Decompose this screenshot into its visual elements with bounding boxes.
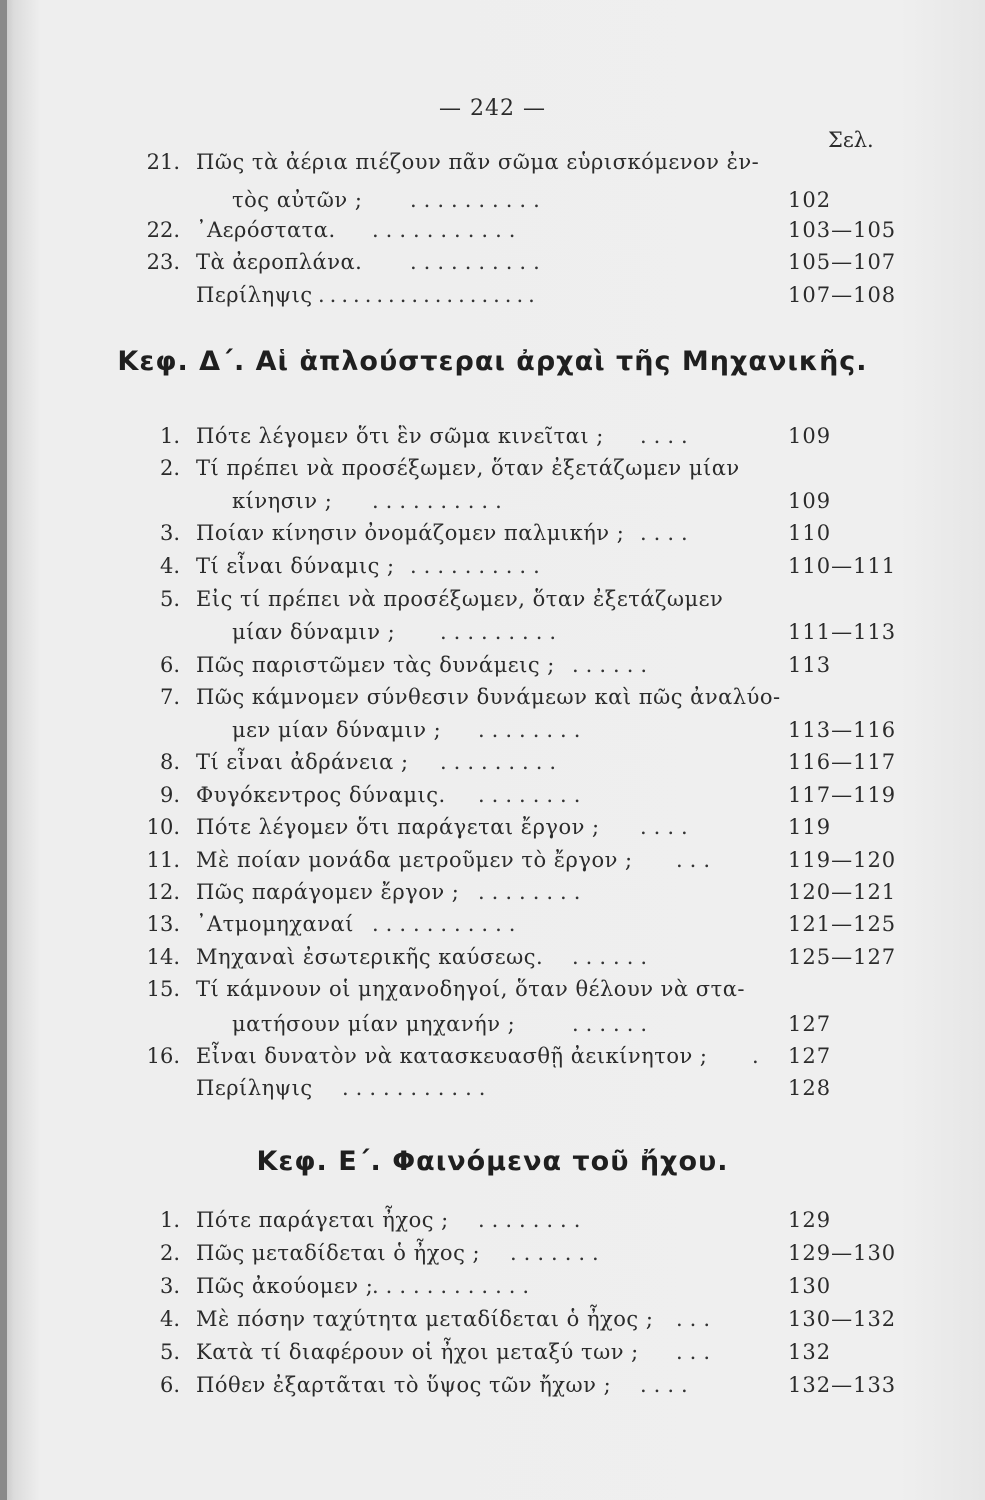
entry-title: ᾿Ατμομηχαναί <box>196 912 354 936</box>
entry-pages: 120—121 <box>788 880 897 904</box>
entry-number: 10. <box>146 815 180 839</box>
entry-title: Εἰς τί πρέπει νὰ προσέξωμεν, ὅταν ἐξετάζωμεν <box>196 587 724 611</box>
toc-entry-d-summary <box>0 1072 985 1104</box>
leader-dots: .... <box>640 521 695 545</box>
toc-entry-d9 <box>0 779 985 811</box>
entry-number: 9. <box>159 783 180 807</box>
entry-number: 7. <box>159 685 180 709</box>
entry-title: Περίληψις <box>196 1076 313 1100</box>
leader-dots: ........ <box>478 1208 588 1232</box>
leader-dots: ... <box>676 1340 718 1364</box>
toc-entry-22 <box>0 214 985 246</box>
leader-dots: ........... <box>372 912 523 936</box>
entry-number: 2. <box>159 1241 180 1265</box>
entry-pages: 132 <box>788 1340 832 1364</box>
entry-pages: 110 <box>788 521 832 545</box>
page-number: — 242 — <box>439 96 546 121</box>
page-column-label: Σελ. <box>828 128 874 152</box>
toc-entry-d6 <box>0 649 985 681</box>
entry-pages: 132—133 <box>788 1373 897 1397</box>
toc-entry-e1 <box>0 1204 985 1236</box>
entry-number: 2. <box>159 456 180 480</box>
entry-title: Πῶς μεταδίδεται ὁ ἦχος ; <box>196 1241 481 1265</box>
entry-number: 5. <box>159 1340 180 1364</box>
entry-number: 1. <box>159 424 180 448</box>
leader-dots: ... <box>676 1307 718 1331</box>
entry-pages: 102 <box>788 188 832 212</box>
entry-pages: 113 <box>788 653 832 677</box>
leader-dots: ... <box>676 848 718 872</box>
entry-number: 5. <box>159 587 180 611</box>
entry-number: 13. <box>146 912 180 936</box>
entry-pages: 127 <box>788 1012 832 1036</box>
toc-entry-d10 <box>0 811 985 843</box>
leader-dots: .......... <box>410 250 547 274</box>
entry-pages: 111—113 <box>788 620 897 644</box>
entry-title: Κατὰ τί διαφέρουν οἱ ἦχοι μεταξύ των ; <box>196 1340 639 1364</box>
entry-title: Μὲ πόσην ταχύτητα μεταδίδεται ὁ ἦχος ; <box>196 1307 654 1331</box>
entry-title: Τί εἶναι δύναμις ; <box>196 554 395 578</box>
toc-entry-d4 <box>0 550 985 582</box>
entry-number: 15. <box>146 977 180 1001</box>
entry-number: 23. <box>146 250 180 274</box>
entry-title-continued: τὸς αὐτῶν ; <box>232 188 363 212</box>
entry-pages: 119 <box>788 815 832 839</box>
entry-title-continued: κίνησιν ; <box>232 489 333 513</box>
toc-entry-d7 <box>0 681 985 713</box>
entry-pages: 116—117 <box>788 750 897 774</box>
toc-entry-d3 <box>0 517 985 549</box>
toc-entry-d8 <box>0 746 985 778</box>
leader-dots: ...... <box>572 945 655 969</box>
entry-title: Ποίαν κίνησιν ὀνομάζομεν παλμικήν ; <box>196 521 625 545</box>
leader-dots: .......... <box>410 188 547 212</box>
leader-dots: ........ <box>478 783 588 807</box>
toc-entry-21 <box>0 146 985 178</box>
toc-entry-e2 <box>0 1237 985 1269</box>
leader-dots: .... <box>640 815 695 839</box>
toc-entry-e3 <box>0 1270 985 1302</box>
entry-pages: 130 <box>788 1274 832 1298</box>
entry-number: 3. <box>159 521 180 545</box>
leader-dots: ............ <box>372 1274 537 1298</box>
toc-entry-d16 <box>0 1040 985 1072</box>
chapter-e-title: Κεφ. Ε΄. Φαινόμενα τοῦ ἤχου. <box>256 1146 729 1177</box>
entry-pages: 129—130 <box>788 1241 897 1265</box>
entry-title: Πόθεν ἐξαρτᾶται τὸ ὕψος τῶν ἤχων ; <box>196 1373 612 1397</box>
toc-entry-d13 <box>0 908 985 940</box>
toc-entry-d15 <box>0 973 985 1005</box>
entry-number: 21. <box>146 150 180 174</box>
entry-title-continued: ματήσουν μίαν μηχανήν ; <box>232 1012 516 1036</box>
entry-title: Πῶς παριστῶμεν τὰς δυνάμεις ; <box>196 653 555 677</box>
entry-title-continued: μεν μίαν δύναμιν ; <box>232 718 442 742</box>
entry-pages: 127 <box>788 1044 832 1068</box>
entry-number: 1. <box>159 1208 180 1232</box>
chapter-d-title: Κεφ. Δ΄. Αἱ ἁπλούστεραι ἀρχαὶ τῆς Μηχανικῆς. <box>117 346 868 377</box>
entry-pages: 109 <box>788 489 832 513</box>
entry-pages: 130—132 <box>788 1307 897 1331</box>
toc-entry-d5-cont <box>0 616 985 648</box>
leader-dots: ........ <box>478 718 588 742</box>
leader-dots: ........... <box>342 1076 493 1100</box>
entry-number: 12. <box>146 880 180 904</box>
toc-entry-d15-cont <box>0 1008 985 1040</box>
entry-title: Τί εἶναι ἀδράνεια ; <box>196 750 409 774</box>
entry-title: Τὰ ἀεροπλάνα. <box>196 250 363 274</box>
leader-dots: .......... <box>410 554 547 578</box>
toc-entry-23 <box>0 246 985 278</box>
entry-pages: 117—119 <box>788 783 897 807</box>
entry-title: Εἶναι δυνατὸν νὰ κατασκευασθῇ ἀεικίνητον ; <box>196 1044 708 1068</box>
leader-dots: .......... <box>372 489 509 513</box>
toc-entry-d2 <box>0 452 985 484</box>
entry-title: Φυγόκεντρος δύναμις. <box>196 783 446 807</box>
toc-entry-d14 <box>0 941 985 973</box>
entry-title: Πότε λέγομεν ὅτι ἓν σῶμα κινεῖται ; <box>196 424 604 448</box>
toc-entry-summary <box>0 279 985 311</box>
entry-title: Πῶς παράγομεν ἔργον ; <box>196 880 460 904</box>
leader-dots: ....... <box>510 1241 606 1265</box>
toc-entry-e5 <box>0 1336 985 1368</box>
entry-title: Τί κάμνουν οἱ μηχανοδηγοί, ὅταν θέλουν νὰ στα- <box>196 977 746 1001</box>
entry-title: Τί πρέπει νὰ προσέξωμεν, ὅταν ἐξετάζωμεν μίαν <box>196 456 740 480</box>
entry-number: 3. <box>159 1274 180 1298</box>
entry-pages: 107—108 <box>788 283 897 307</box>
toc-entry-d7-cont <box>0 714 985 746</box>
toc-entry-d1 <box>0 420 985 452</box>
entry-pages: 129 <box>788 1208 832 1232</box>
entry-title: Πῶς ἀκούομεν ; <box>196 1274 374 1298</box>
entry-title: Πότε λέγομεν ὅτι παράγεται ἔργον ; <box>196 815 600 839</box>
toc-entry-d11 <box>0 844 985 876</box>
leader-dots: ...... <box>572 1012 655 1036</box>
entry-pages: 109 <box>788 424 832 448</box>
entry-pages: 110—111 <box>788 554 897 578</box>
entry-number: 4. <box>159 554 180 578</box>
entry-number: 22. <box>146 218 180 242</box>
leader-dots: ......... <box>440 750 564 774</box>
leader-dots: . <box>752 1044 766 1068</box>
entry-number: 6. <box>159 1373 180 1397</box>
entry-title-continued: μίαν δύναμιν ; <box>232 620 396 644</box>
entry-title: Περίληψις <box>196 283 313 307</box>
toc-entry-d12 <box>0 876 985 908</box>
entry-number: 14. <box>146 945 180 969</box>
entry-number: 4. <box>159 1307 180 1331</box>
entry-title: Πῶς κάμνομεν σύνθεσιν δυνάμεων καὶ πῶς ἀναλύο- <box>196 685 781 709</box>
toc-entry-d5 <box>0 583 985 615</box>
leader-dots: .... <box>640 1373 695 1397</box>
entry-pages: 105—107 <box>788 250 897 274</box>
entry-pages: 125—127 <box>788 945 897 969</box>
entry-pages: 128 <box>788 1076 832 1100</box>
entry-number: 8. <box>159 750 180 774</box>
leader-dots: ...... <box>572 653 655 677</box>
entry-title: Μηχαναὶ ἐσωτερικῆς καύσεως. <box>196 945 544 969</box>
toc-entry-e6 <box>0 1369 985 1401</box>
entry-title: Πότε παράγεται ἦχος ; <box>196 1208 449 1232</box>
entry-title: Πῶς τὰ ἀέρια πιέζουν πᾶν σῶμα εὑρισκόμενον ἐν- <box>196 150 760 174</box>
entry-pages: 103—105 <box>788 218 897 242</box>
entry-pages: 113—116 <box>788 718 897 742</box>
toc-entry-e4 <box>0 1303 985 1335</box>
leader-dots: ................... <box>318 283 540 307</box>
entry-pages: 121—125 <box>788 912 897 936</box>
toc-entry-21-cont <box>0 184 985 216</box>
entry-title: ᾿Αερόστατα. <box>196 218 336 242</box>
entry-pages: 119—120 <box>788 848 897 872</box>
leader-dots: .... <box>640 424 695 448</box>
leader-dots: ........ <box>478 880 588 904</box>
leader-dots: ......... <box>440 620 564 644</box>
toc-entry-d2-cont <box>0 485 985 517</box>
entry-number: 16. <box>146 1044 180 1068</box>
leader-dots: ........... <box>372 218 523 242</box>
entry-title: Μὲ ποίαν μονάδα μετροῦμεν τὸ ἔργον ; <box>196 848 633 872</box>
entry-number: 11. <box>146 848 180 872</box>
entry-number: 6. <box>159 653 180 677</box>
